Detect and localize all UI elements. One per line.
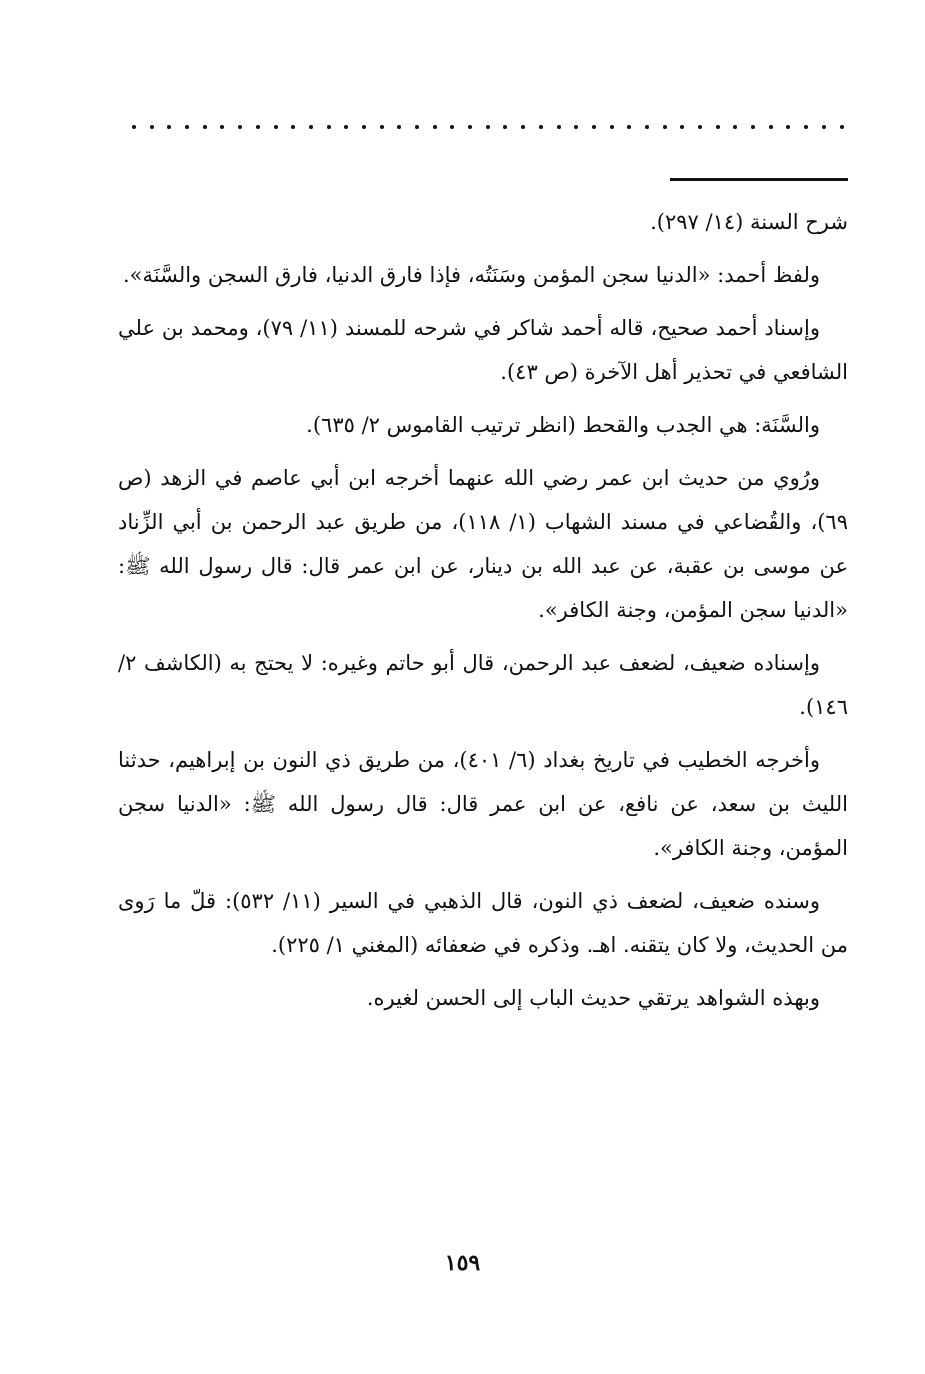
separator-dot <box>433 125 437 129</box>
separator-dot <box>733 125 737 129</box>
separator-dot <box>309 125 313 129</box>
separator-dot <box>751 125 755 129</box>
separator-dot <box>415 125 419 129</box>
separator-dot <box>486 125 490 129</box>
separator-dot <box>804 125 808 129</box>
separator-dot <box>840 125 844 129</box>
separator-dot <box>256 125 260 129</box>
separator-dot <box>786 125 790 129</box>
separator-dot <box>610 125 614 129</box>
separator-dot <box>274 125 278 129</box>
separator-dot <box>132 125 136 129</box>
paragraph-4: والسَّنَة: هي الجدب والقحط (انظر ترتيب القاموس ٢/ ٦٣٥). <box>306 413 820 437</box>
paragraph-5: ورُوي من حديث ابن عمر رضي الله عنهما أخرجه ابن أبي عاصم في الزهد (ص ٦٩)، والقُضاعي في مسند الشهاب (١/ ١١٨)، من طريق عبد الرحمن بن أبي الزِّناد عن موسى بن عقبة، عن عبد الله بن دينار، عن ابن عمر قال: قال رسول الله ﷺ: «الدنيا سجن المؤمن، وجنة الكافر». <box>118 466 848 622</box>
separator-dot <box>698 125 702 129</box>
paragraph-6: وإسناده ضعيف، لضعف عبد الرحمن، قال أبو حاتم وغيره: لا يحتج به (الكاشف ٢/ ١٤٦). <box>118 651 848 719</box>
separator-dot <box>663 125 667 129</box>
separator-dot <box>362 125 366 129</box>
paragraph-3: وإسناد أحمد صحيح، قاله أحمد شاكر في شرحه للمسند (١١/ ٧٩)، ومحمد بن علي الشافعي في تحذير أهل الآخرة (ص ٤٣). <box>118 316 848 384</box>
separator-dot <box>503 125 507 129</box>
separator-dot <box>344 125 348 129</box>
paragraph-2: ولفظ أحمد: «الدنيا سجن المؤمن وسَنَتُه، فإذا فارق الدنيا، فارق السجن والسَّنَة». <box>122 263 820 287</box>
dotted-separator <box>132 120 844 134</box>
separator-dot <box>716 125 720 129</box>
separator-dot <box>521 125 525 129</box>
footnote-rule <box>670 178 848 181</box>
separator-dot <box>167 125 171 129</box>
paragraph-1: شرح السنة (١٤/ ٢٩٧). <box>650 210 848 234</box>
separator-dot <box>185 125 189 129</box>
page-number: ١٥٩ <box>444 1250 481 1276</box>
separator-dot <box>380 125 384 129</box>
separator-dot <box>822 125 826 129</box>
paragraph-8: وسنده ضعيف، لضعف ذي النون، قال الذهبي في السير (١١/ ٥٣٢): قلّ ما رَوى من الحديث، ولا كان يتقنه. اهـ. وذكره في ضعفائه (المغني ١/ ٢٢٥). <box>118 889 848 957</box>
separator-dot <box>539 125 543 129</box>
separator-dot <box>291 125 295 129</box>
separator-dot <box>645 125 649 129</box>
separator-dot <box>557 125 561 129</box>
separator-dot <box>574 125 578 129</box>
paragraph-7: وأخرجه الخطيب في تاريخ بغداد (٦/ ٤٠١)، من طريق ذي النون بن إبراهيم، حدثنا الليث بن سعد، عن نافع، عن ابن عمر قال: قال رسول الله ﷺ: «الدنيا سجن المؤمن، وجنة الكافر». <box>118 748 848 860</box>
separator-dot <box>592 125 596 129</box>
footnote-text <box>118 200 848 1029</box>
separator-dot <box>203 125 207 129</box>
separator-dot <box>397 125 401 129</box>
separator-dot <box>769 125 773 129</box>
separator-dot <box>680 125 684 129</box>
separator-dot <box>238 125 242 129</box>
separator-dot <box>468 125 472 129</box>
separator-dot <box>150 125 154 129</box>
separator-dot <box>327 125 331 129</box>
separator-dot <box>627 125 631 129</box>
paragraph-9: وبهذه الشواهد يرتقي حديث الباب إلى الحسن لغيره. <box>366 986 820 1010</box>
separator-dot <box>450 125 454 129</box>
separator-dot <box>220 125 224 129</box>
